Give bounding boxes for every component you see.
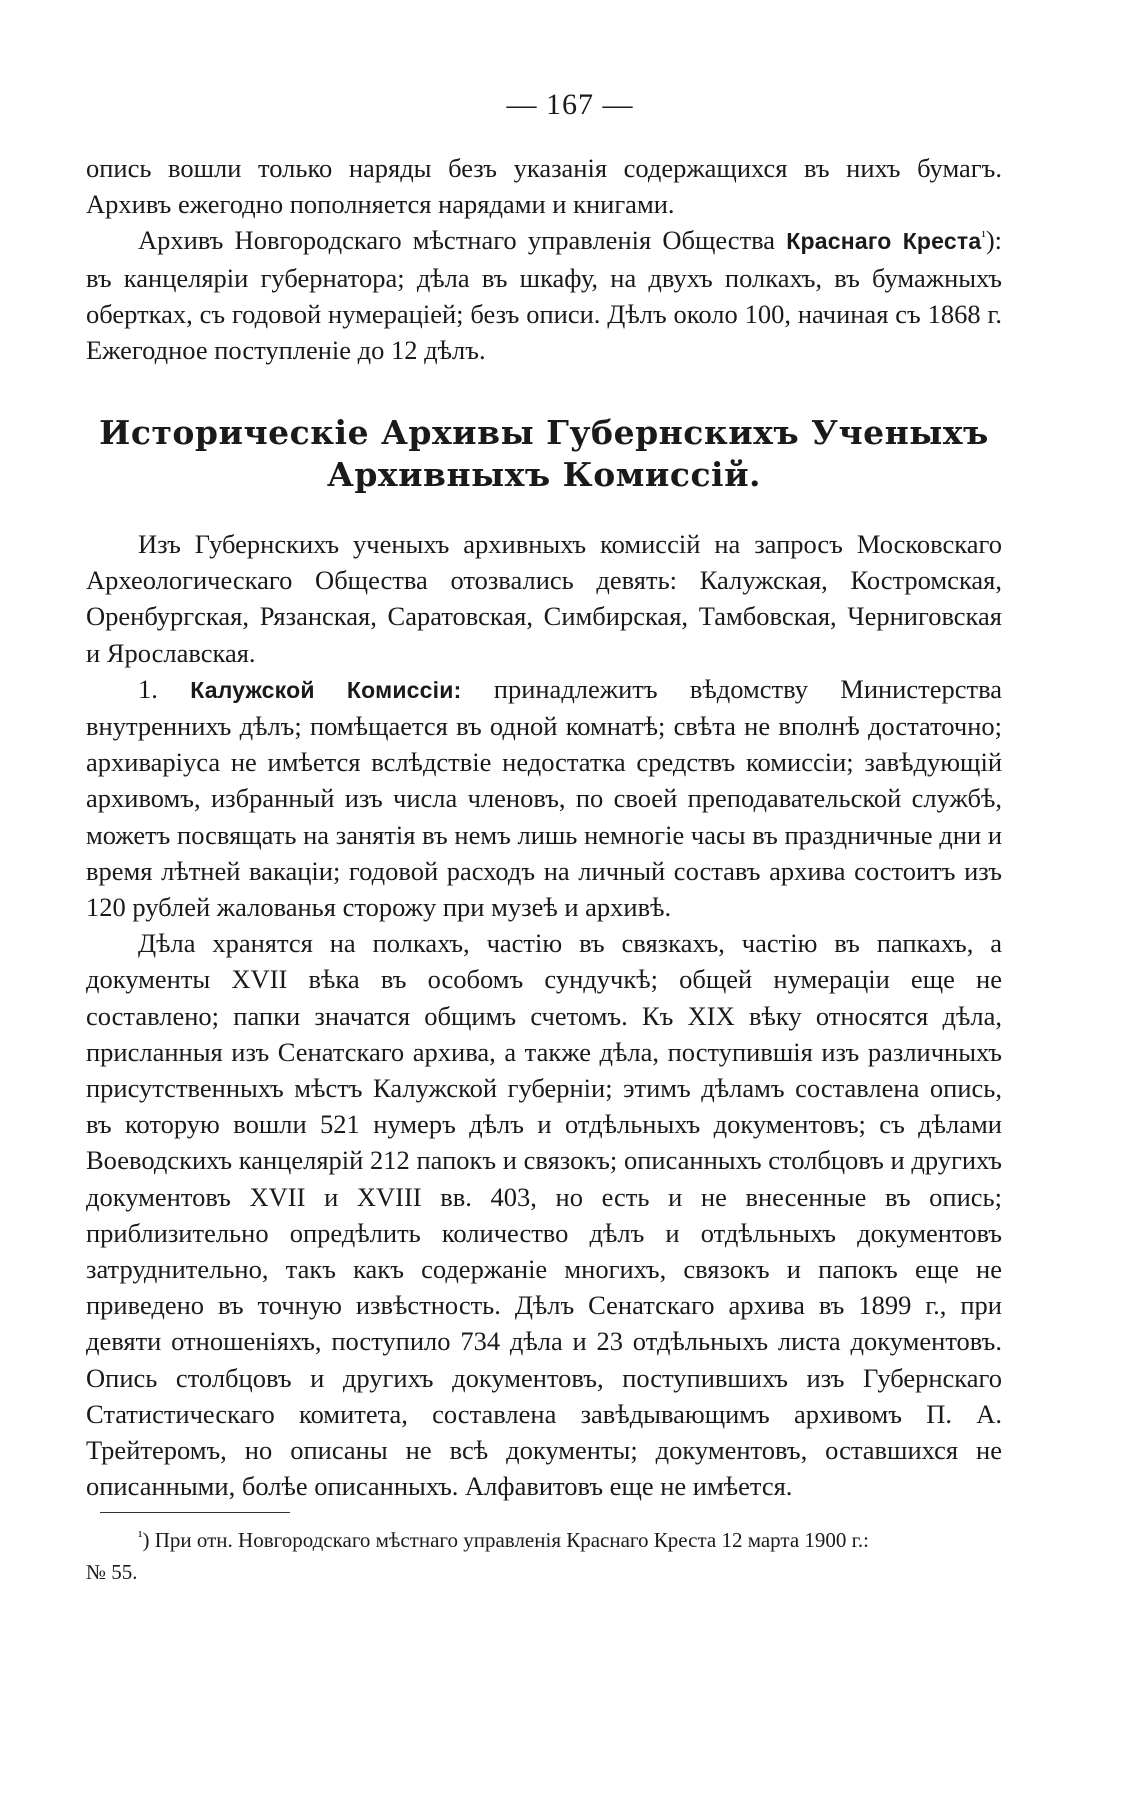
footnote <box>86 1524 1002 1588</box>
heading-line-2: Архивныхъ Комиссій. <box>326 455 762 494</box>
footnote-line-1 <box>86 1524 1002 1556</box>
page-number: — 167 — <box>506 88 634 121</box>
intro-paragraph: Изъ Губернскихъ ученыхъ архивныхъ комиссій на запросъ Московскаго Археологическаго Общества отозвались девять: Калужская, Костромская, Оренбургская, Рязанская, Саратовская, Симбирская, Тамбовская, Черниговская и Ярославская. <box>86 529 1002 668</box>
novgorod-paragraph <box>86 222 1002 368</box>
novgorod-text-start: Архивъ Новгородскаго мѣстнаго управленія Общества <box>138 225 787 256</box>
top-section <box>86 150 1002 368</box>
heading-line-1: Историческіе Архивы Губернскихъ Ученыхъ <box>99 413 989 452</box>
archive-contents-paragraph: Дѣла хранятся на полкахъ, частію въ связкахъ, частію въ папкахъ, а документы XVII вѣка въ особомъ сундучкѣ; общей нумераціи еще не составлено; папки значатся общимъ счетомъ. Къ XIX вѣку относятся дѣла, присланныя изъ Сенатскаго архива, а также дѣла, поступившія изъ различныхъ присутственныхъ мѣстъ Калужской губерніи; этимъ дѣламъ составлена опись, въ которую вошли 521 нумеръ дѣлъ и отдѣльныхъ документовъ; съ дѣлами Воеводскихъ канцелярій 212 папокъ и связокъ; описанныхъ столбцовъ и другихъ документовъ XVII и XVIII вв. 403, но есть и не внесенные въ опись; приблизительно опредѣлить количество дѣлъ и отдѣльныхъ документовъ затруднительно, такъ какъ содержаніе многихъ, связокъ и папокъ еще не приведено въ точную извѣстность. Дѣлъ Сенатскаго архива въ 1899 г., при девяти отношеніяхъ, поступило 734 дѣла и 23 отдѣльныхъ листа документовъ. Опись столбцовъ и другихъ документовъ, поступившихъ изъ Губернскаго Статистическаго комитета, составлена завѣдывающимъ архивомъ П. А. Трейтеромъ, но описаны не всѣ документы; документовъ, оставшихся не описанными, болѣе описанныхъ. Алфавитовъ еще не имѣется. <box>86 928 1002 1502</box>
main-section <box>86 526 1002 1504</box>
footnote-mark: ¹ <box>138 1529 143 1545</box>
footnote-marker: ¹ <box>981 229 986 246</box>
section-heading <box>86 412 1002 496</box>
footnote-line-2: № 55. <box>86 1560 138 1584</box>
kaluga-commission-bold: Калужской Комиссіи: <box>190 676 462 703</box>
kaluga-paragraph <box>86 671 1002 925</box>
continuation-paragraph: опись вошли только наряды безъ указанія содержащихся въ нихъ бумагъ. Архивъ ежегодно пополняется нарядами и книгами. <box>86 153 1002 220</box>
footnote-divider <box>100 1512 290 1513</box>
red-cross-bold: Краснаго Креста <box>786 228 982 255</box>
kaluga-text: принадлежитъ вѣдомству Министерства внутреннихъ дѣлъ; помѣщается въ одной комнатѣ; свѣта не вполнѣ достаточно; архиваріуса не имѣется вслѣдствіе недостатка средствъ комиссіи; завѣдующій архивомъ, избранный изъ числа членовъ, по своей преподавательской службѣ, можетъ посвящать на занятія въ немъ лишь немногіе часы въ праздничные дни и время лѣтней вакаціи; годовой расходъ на личный составъ архива состоитъ изъ 120 рублей жалованья сторожу при музеѣ и архивѣ. <box>86 673 1002 923</box>
item-number: 1. <box>138 673 191 704</box>
footnote-text: ) При отн. Новгородскаго мѣстнаго управленія Краснаго Креста 12 марта 1900 г.: <box>142 1528 869 1552</box>
novgorod-text-end: ): въ канцеляріи губернатора; дѣла въ шкафу, на двухъ полкахъ, въ бумажныхъ обертках, съ годовой нумераціей; безъ описи. Дѣлъ около 100, начиная съ 1868 г. Ежегодное поступленіе до 12 дѣлъ. <box>86 225 1003 366</box>
